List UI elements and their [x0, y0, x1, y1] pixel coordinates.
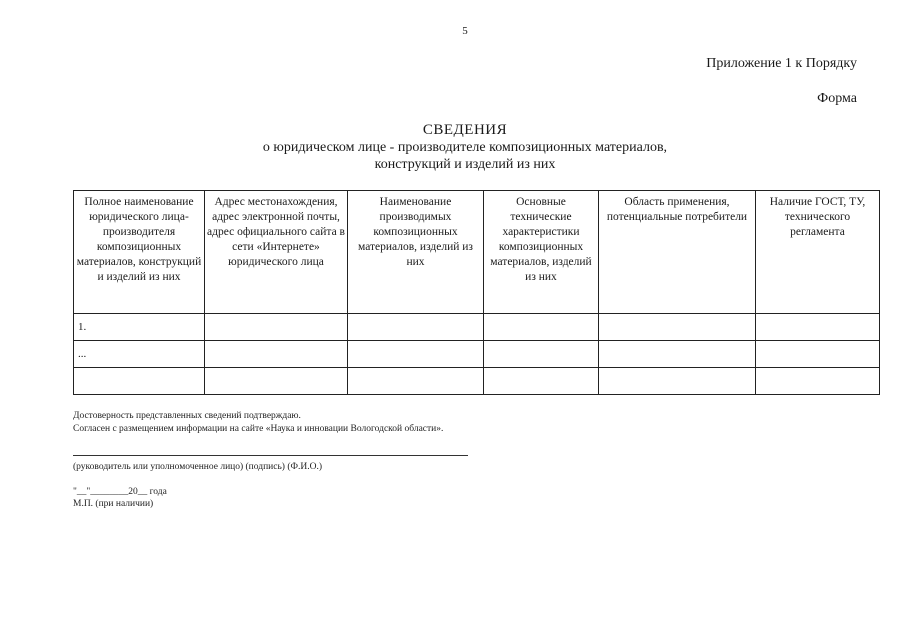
table-cell	[348, 314, 484, 341]
table-row	[74, 368, 880, 395]
appendix-label: Приложение 1 к Порядку	[706, 56, 857, 71]
header-characteristics: Основные технические характеристики композиционных материалов, изделий из них	[484, 191, 599, 314]
table-cell	[599, 314, 756, 341]
table-cell: 1.	[74, 314, 205, 341]
table-cell	[756, 368, 880, 395]
table-row	[74, 314, 880, 341]
consent-text: Согласен с размещением информации на сайте «Наука и инновации Вологодской области».	[73, 424, 444, 434]
title-line-1: о юридическом лице - производителе композиционных материалов,	[262, 140, 668, 155]
table-cell	[205, 368, 348, 395]
table-cell	[484, 341, 599, 368]
signature-caption: (руководитель или уполномоченное лицо) (подпись) (Ф.И.О.)	[73, 462, 323, 472]
information-table	[73, 190, 880, 395]
header-standards: Наличие ГОСТ, ТУ, технического регламента	[756, 191, 880, 314]
title-line-2: конструкций и изделий из них	[374, 157, 556, 172]
header-address: Адрес местонахождения, адрес электронной почты, адрес официального сайта в сети «Интернете» юридического лица	[205, 191, 348, 314]
page-number: 5	[462, 25, 468, 37]
header-application-area: Область применения, потенциальные потребители	[599, 191, 756, 314]
table-cell	[205, 341, 348, 368]
title-main: СВЕДЕНИЯ	[422, 122, 508, 138]
table-cell	[348, 368, 484, 395]
form-label: Форма	[817, 91, 857, 106]
table-cell	[756, 314, 880, 341]
header-company-name: Полное наименование юридического лица-производителя композиционных материалов, конструкций и изделий из них	[74, 191, 205, 314]
table-cell	[205, 314, 348, 341]
signature-line	[73, 455, 468, 456]
document-title	[0, 122, 905, 173]
table-header-row	[74, 191, 880, 314]
header-materials-name: Наименование производимых композиционных материалов, изделий из них	[348, 191, 484, 314]
table-row	[74, 341, 880, 368]
table-cell	[484, 368, 599, 395]
table-cell	[756, 341, 880, 368]
table-cell	[348, 341, 484, 368]
table-cell	[484, 314, 599, 341]
stamp-note: М.П. (при наличии)	[73, 499, 154, 509]
date-line: "__"________20__ года	[73, 487, 167, 497]
table-cell: ...	[74, 341, 205, 368]
table-cell	[74, 368, 205, 395]
table-cell	[599, 368, 756, 395]
table-cell	[599, 341, 756, 368]
confirmation-text: Достоверность представленных сведений подтверждаю.	[73, 411, 301, 421]
